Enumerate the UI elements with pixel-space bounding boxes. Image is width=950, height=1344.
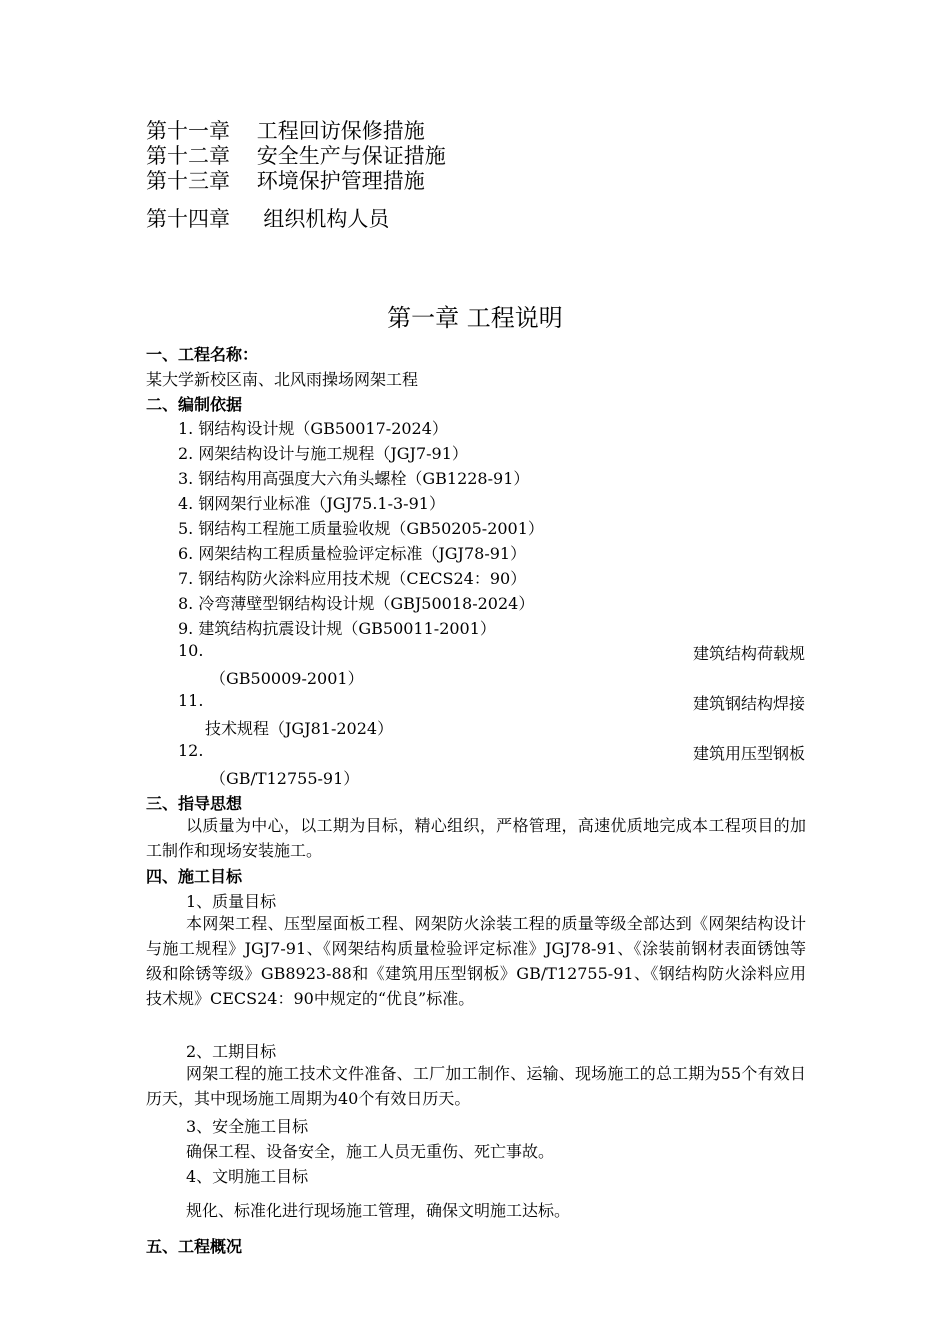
section-heading-overview: 五、工程概况 — [146, 1237, 243, 1256]
basis-item-continuation: （GB50009-2001） — [210, 669, 364, 688]
section-heading-basis: 二、编制依据 — [146, 395, 243, 414]
basis-item: 8. 冷弯薄壁型钢结构设计规（GBJ50018-2024） — [178, 594, 535, 613]
section-heading-goals: 四、施工目标 — [146, 867, 243, 886]
toc-entry-chapter-13: 第十三章 环境保护管理措施 — [146, 169, 425, 193]
guiding-idea-paragraph: 以质量为中心，以工期为目标，精心组织，严格管理，高速优质地完成本工程项目的加工制作和现场安装施工。 — [146, 816, 806, 860]
basis-item-number: 12. — [178, 741, 204, 760]
goal-subheading-civilized: 4、文明施工目标 — [186, 1167, 309, 1186]
basis-item: 3. 钢结构用高强度大六角头螺栓（GB1228-91） — [178, 469, 530, 488]
goal-subheading-safety: 3、安全施工目标 — [186, 1117, 309, 1136]
basis-item: 2. 网架结构设计与施工规程（JGJ7-91） — [178, 444, 468, 463]
basis-item-title: 建筑钢结构焊接 — [692, 694, 805, 713]
schedule-goal-paragraph: 网架工程的施工技术文件准备、工厂加工制作、运输、现场施工的总工期为55个有效日历天，其中现场施工周期为40个有效日历天。 — [146, 1064, 806, 1108]
basis-item-title: 建筑结构荷载规 — [692, 644, 805, 663]
basis-item: 1. 钢结构设计规（GB50017-2024） — [178, 419, 448, 438]
toc-entry-chapter-14: 第十四章 组织机构人员 — [146, 207, 390, 231]
goal-subheading-quality: 1、质量目标 — [186, 892, 277, 911]
basis-item: 4. 钢网架行业标准（JGJ75.1-3-91） — [178, 494, 445, 513]
basis-item: 5. 钢结构工程施工质量验收规（GB50205-2001） — [178, 519, 544, 538]
project-name-text: 某大学新校区南、北风雨操场网架工程 — [146, 370, 419, 389]
basis-item: 9. 建筑结构抗震设计规（GB50011-2001） — [178, 619, 496, 638]
civilized-goal-text: 规化、标准化进行现场施工管理，确保文明施工达标。 — [186, 1201, 571, 1220]
section-heading-project-name: 一、工程名称： — [146, 345, 259, 364]
chapter-title: 第一章 工程说明 — [387, 304, 563, 332]
basis-item-number: 10. — [178, 641, 204, 660]
section-heading-guiding-idea: 三、指导思想 — [146, 794, 243, 813]
goal-subheading-schedule: 2、工期目标 — [186, 1042, 277, 1061]
safety-goal-text: 确保工程、设备安全，施工人员无重伤、死亡事故。 — [186, 1142, 555, 1161]
toc-entry-chapter-12: 第十二章 安全生产与保证措施 — [146, 144, 446, 168]
basis-item: 6. 网架结构工程质量检验评定标准（JGJ78-91） — [178, 544, 527, 563]
basis-item-continuation: 技术规程（JGJ81-2024） — [205, 719, 394, 738]
basis-item: 7. 钢结构防火涂料应用技术规（CECS24：90） — [178, 569, 527, 588]
basis-item-continuation: （GB/T12755-91） — [210, 769, 360, 788]
basis-item-title: 建筑用压型钢板 — [692, 744, 805, 763]
quality-goal-paragraph: 本网架工程、压型屋面板工程、网架防火涂装工程的质量等级全部达到《网架结构设计与施工规程》JGJ7-91、《网架结构质量检验评定标准》JGJ78-91、《涂装前钢材表面锈蚀等级和除锈等级》GB8923-88和《建筑用压型钢板》GB/T12755-91、《钢结构防火涂料应用技术规》CECS24：90中规定的“优良”标准。 — [146, 914, 806, 1008]
toc-entry-chapter-11: 第十一章 工程回访保修措施 — [146, 119, 425, 143]
basis-item-number: 11. — [178, 691, 204, 710]
